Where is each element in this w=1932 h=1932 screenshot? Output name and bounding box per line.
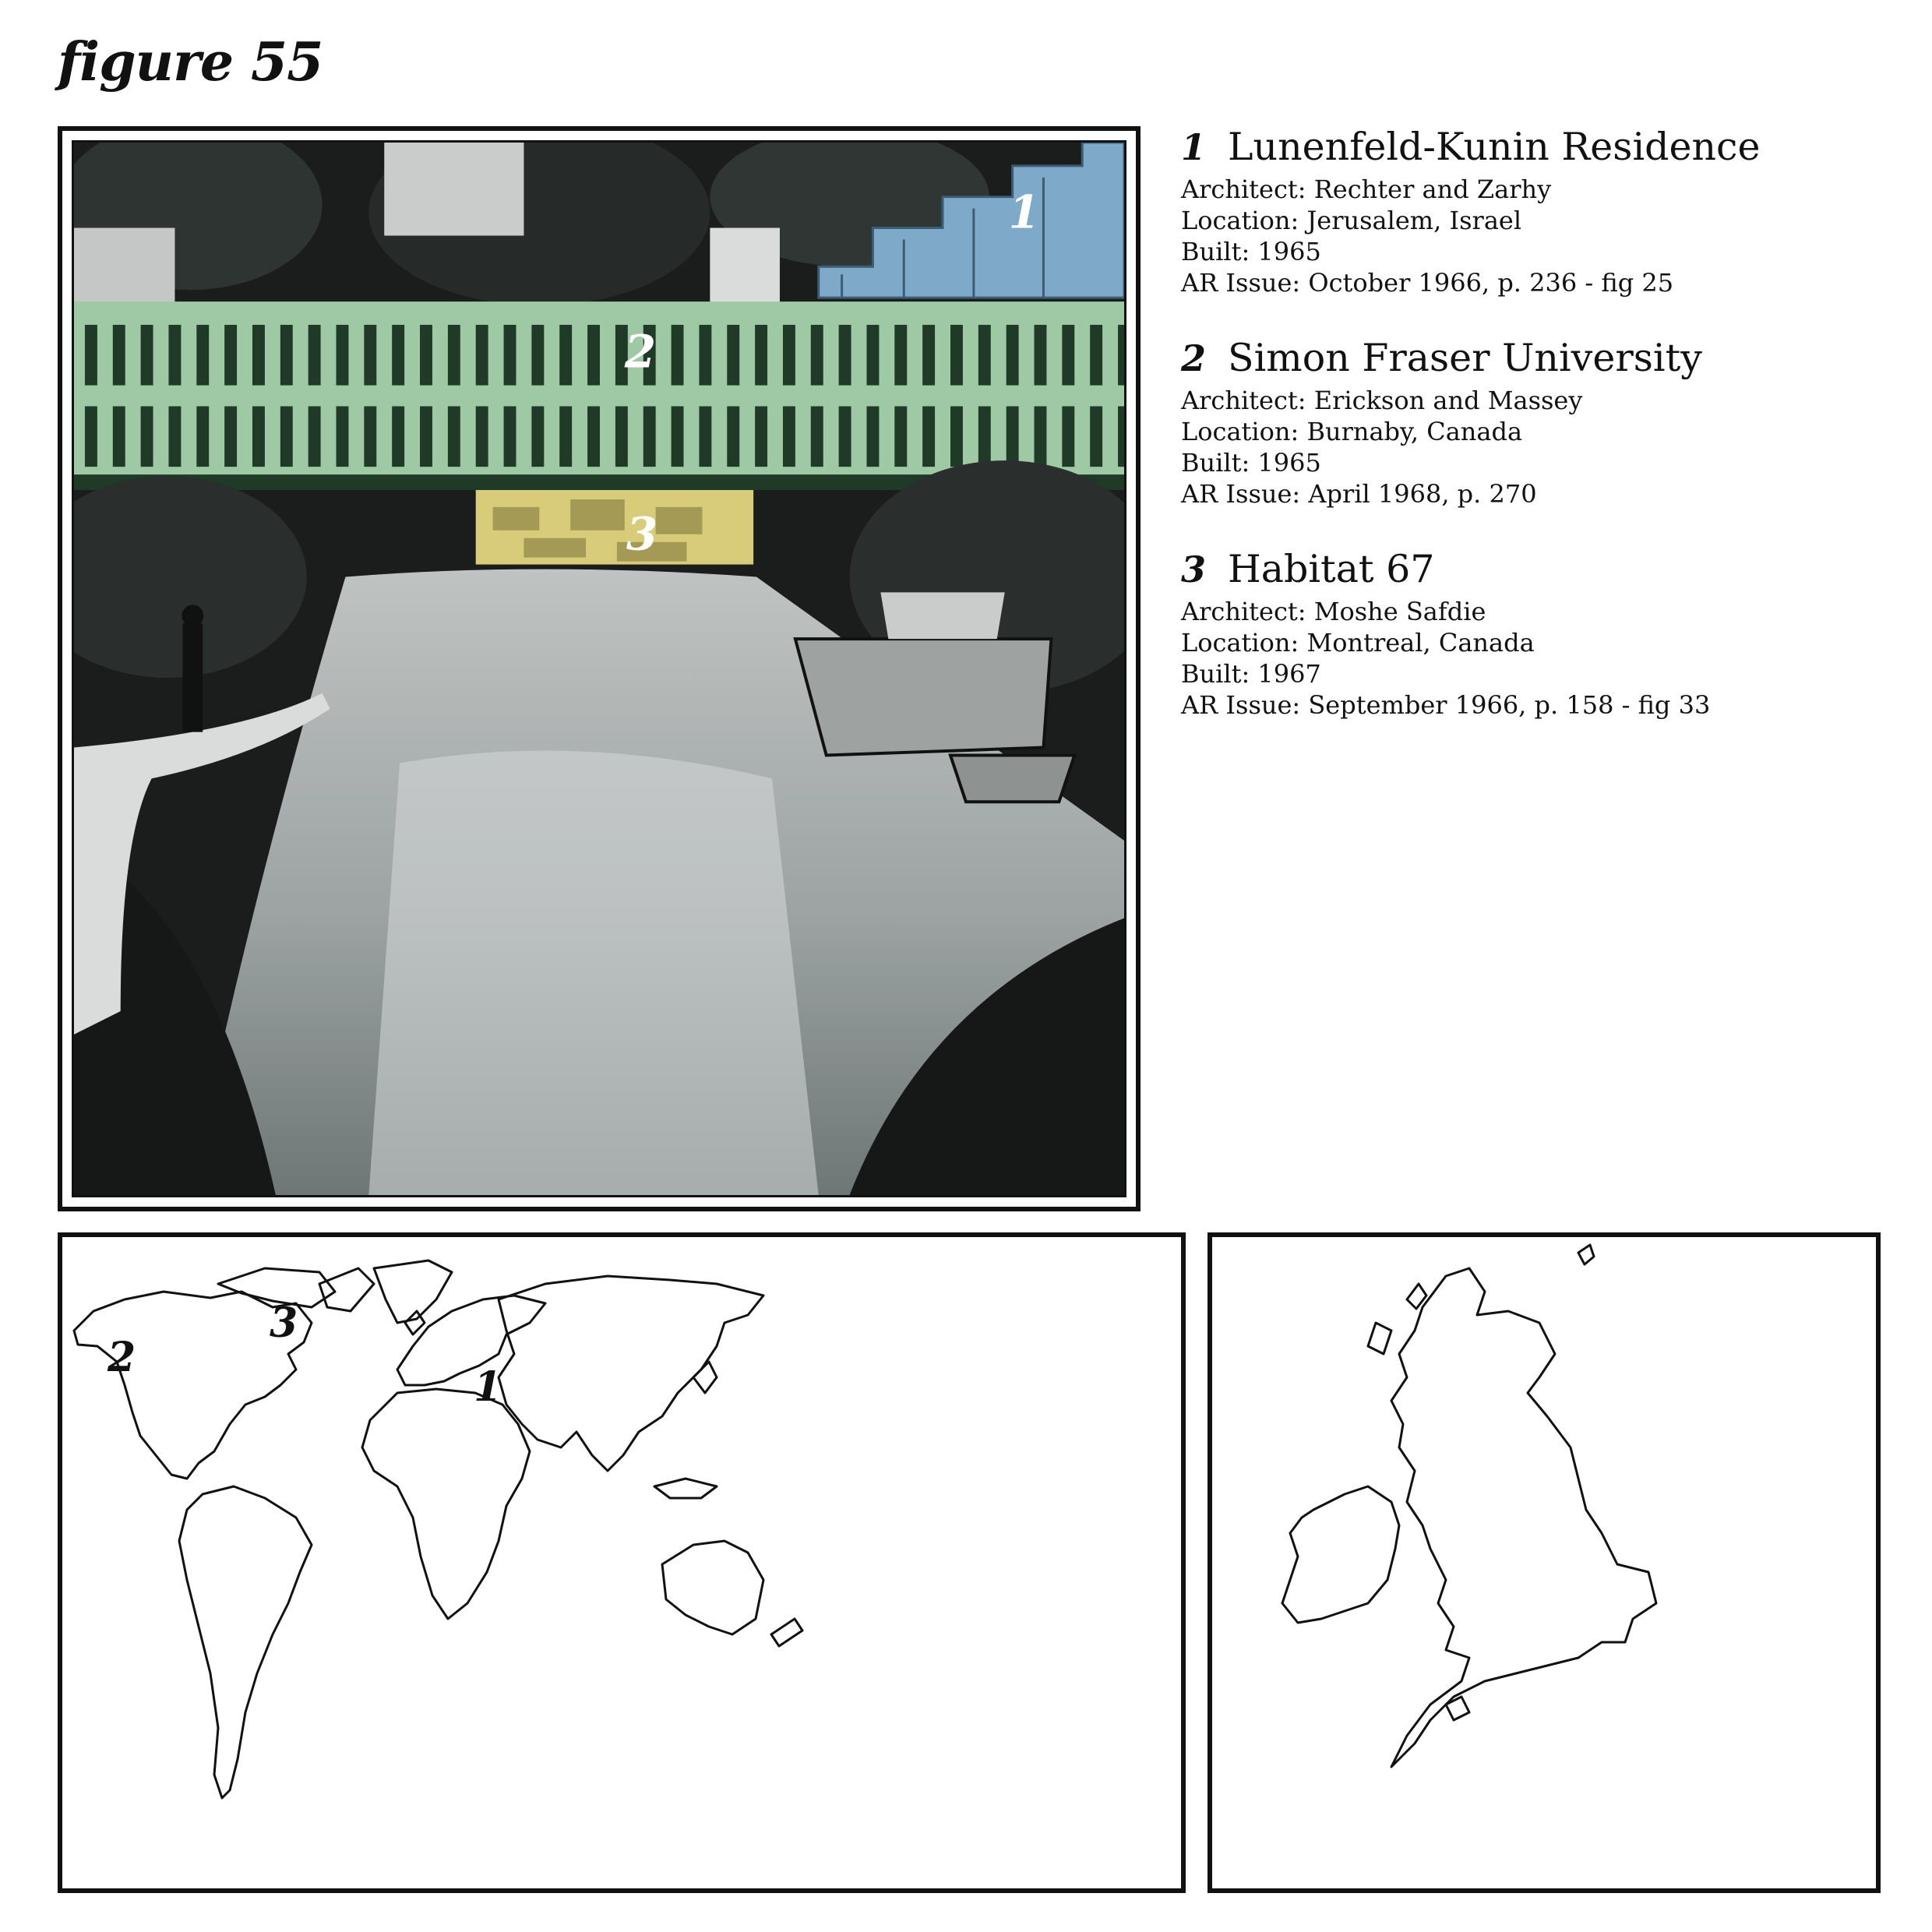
photo-marker-3: 3 xyxy=(626,507,658,561)
entry-architect: Architect: Rechter and Zarhy xyxy=(1181,175,1552,204)
photo-marker-1: 1 xyxy=(1008,185,1040,239)
world-marker-3: 3 xyxy=(270,1299,298,1347)
entry-issue: AR Issue: April 1968, p. 270 xyxy=(1181,479,1537,509)
entry-number: 3 xyxy=(1181,548,1207,591)
overlay-2-university xyxy=(74,301,1124,490)
entry-built: Built: 1967 xyxy=(1181,659,1321,689)
entry-location: Location: Burnaby, Canada xyxy=(1181,417,1523,446)
entry-architect: Architect: Moshe Safdie xyxy=(1181,597,1486,626)
entry-number: 1 xyxy=(1181,126,1207,168)
legend-entry-3 xyxy=(1181,547,1898,721)
legend-entry-2 xyxy=(1181,336,1898,509)
entry-name: Habitat 67 xyxy=(1228,547,1435,591)
entry-name: Simon Fraser University xyxy=(1228,336,1702,380)
australia-outline xyxy=(662,1541,763,1634)
south-america-outline xyxy=(179,1486,312,1798)
entry-architect: Architect: Erickson and Massey xyxy=(1181,386,1583,415)
canal-collage-image xyxy=(74,143,1124,1195)
uk-map-frame xyxy=(1208,1232,1881,1893)
africa-outline xyxy=(362,1389,530,1619)
world-marker-1: 1 xyxy=(474,1363,502,1411)
collage-photo xyxy=(72,140,1126,1197)
figure-title: figure 55 xyxy=(58,31,323,93)
entry-name: Lunenfeld-Kunin Residence xyxy=(1228,125,1761,169)
entry-issue: AR Issue: October 1966, p. 236 - fig 25 xyxy=(1181,268,1674,298)
building-legend xyxy=(1181,125,1898,758)
entry-issue: AR Issue: September 1966, p. 158 - fig 33 xyxy=(1181,690,1711,720)
collage-photo-frame xyxy=(58,126,1141,1211)
entry-location: Location: Montreal, Canada xyxy=(1181,628,1535,658)
photo-marker-2: 2 xyxy=(624,325,657,379)
entry-number: 2 xyxy=(1181,337,1207,379)
entry-built: Built: 1965 xyxy=(1181,237,1321,266)
entry-location: Location: Jerusalem, Israel xyxy=(1181,206,1522,235)
legend-entry-1 xyxy=(1181,125,1898,298)
asia-outline xyxy=(499,1276,763,1471)
europe-outline xyxy=(397,1296,545,1385)
world-marker-2: 2 xyxy=(108,1334,136,1381)
world-map-frame xyxy=(58,1232,1186,1893)
overlay-3-habitat xyxy=(476,490,753,565)
ireland-outline xyxy=(1282,1486,1399,1623)
entry-built: Built: 1965 xyxy=(1181,448,1321,478)
great-britain-outline xyxy=(1391,1268,1656,1767)
world-map xyxy=(62,1237,1181,1888)
uk-ireland-map xyxy=(1212,1237,1876,1888)
